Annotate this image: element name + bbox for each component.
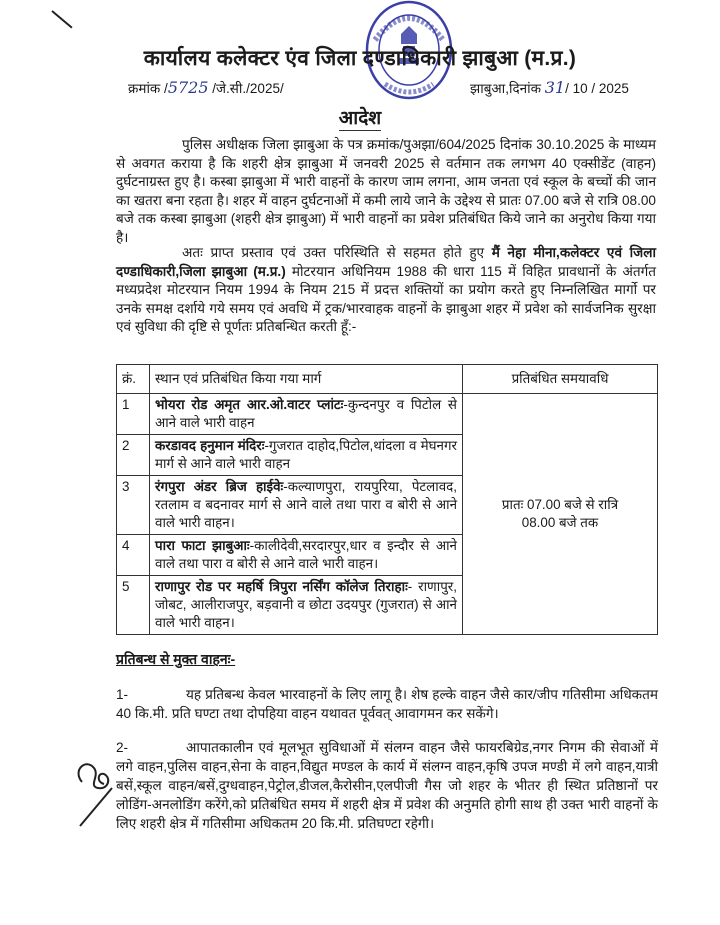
order-title [0, 104, 720, 130]
route-place: राणापुर रोड पर महर्षि त्रिपुरा नर्सिंग कॉलेज तिराहाः [155, 579, 408, 594]
office-title: कार्यालय कलेक्टर एंव जिला दण्डाधिकारी झाबुआ (म.प्र.) [143, 47, 577, 70]
row-route [150, 576, 463, 635]
exempt-vehicles-heading: प्रतिबन्ध से मुक्त वाहनः- [116, 651, 236, 667]
paragraph-order-end: मोटरयान अधिनियम 1988 की धारा 115 में विहित प्रावधानों के अंतर्गत मध्यप्रदेश मोटरयान नियम 1994 के नियम 215 में प्रदत्त शक्तियों का प्रयोग करते हुए निम्नलिखित मार्गो पर उनके समक्ष दर्शाये गये समय एवं अवधि में ट्रक/भारवाहक वाहनों के झाबुआ शहर में प्रवेश को सार्वजनिक सुरक्षा एवं सुविधा की दृष्टि से पूर्णतः प्रतिबन्धित करती हूँ:- [116, 263, 656, 335]
restricted-routes-table [116, 364, 658, 635]
row-route [150, 435, 463, 476]
row-route [150, 394, 463, 435]
time-line-1: प्रातः 07.00 बजे से रात्रि [501, 497, 619, 512]
exempt-item-text: आपातकालीन एवं मूलभूत सुविधाओं में संलग्न वाहन जैसे फायरबिग्रेड,नगर निगम की सेवाओं में लगे वाहन,पुलिस वाहन,सेना के वाहन,विद्युत मण्डल के कार्य में संलग्न वाहन,कृषि उपज मण्डी में लगे वाहन,यात्री बसें,स्कूल वाहन/बसें,दुग्धवाहन,पेट्रोल,डीजल,कैरोसीन,एलपीजी गैस जो शहर के भीतर ही स्थित प्रतिष्ठानों पर लोडिंग-अनलोडिंग करेंगे,को प्रतिबंधित समय में शहरी क्षेत्र में प्रवेश की अनुमति होगी साथ ही उक्त भारी वाहनों के लिए शहरी क्षेत्र में गतिसीमा अधिकतम 20 कि.मी. प्रतिघण्टा रहेगी। [116, 740, 658, 831]
row-route [150, 476, 463, 535]
handwritten-initials [68, 752, 138, 832]
date-prefix: झाबुआ,दिनांक [470, 81, 545, 96]
reference-number [128, 78, 284, 97]
header-route: स्थान एवं प्रतिबंधित किया गया मार्ग [150, 365, 463, 394]
order-date [470, 78, 629, 97]
ref-suffix: /जे.सी./2025/ [208, 81, 284, 96]
paragraph-order-start: अतः प्राप्त प्रस्ताव एवं उक्त परिस्थिति से सहमत होते हुए [182, 245, 492, 260]
exempt-item [116, 738, 658, 833]
route-place: भोयरा रोड अमृत आर.ओ.वाटर प्लांटः [155, 397, 344, 412]
exempt-item-number: 1- [116, 687, 129, 702]
paragraph-background-text: पुलिस अधीक्षक जिला झाबुआ के पत्र क्रमांक/पुअझा/604/2025 दिनांक 30.10.2025 के माध्यम से अवगत कराया है कि शहरी क्षेत्र झाबुआ में जनवरी 2025 से वर्तमान तक लगभग 40 एक्सीडेंट (वाहन) दुर्घटनाग्रस्त हुए है। कस्बा झाबुआ में भारी वाहनों के कारण जाम लगना, आम जनता एवं स्कूल के बच्चों की जान का खतरा बना रहता है। शहर में वाहन दुर्घटनाओं में कमी लाये जाने के उद्देश्य से प्रातः 07.00 बजे से रात्रि 08.00 बजे तक कस्बा झाबुआ (शहरी क्षेत्र झाबुआ) में भारी वाहनों का प्रवेश प्रतिबंधित किये जाने का अनुरोध किया गया है। [116, 137, 656, 245]
table-row [117, 394, 658, 435]
route-place: करडावद हनुमान मंदिरः [155, 438, 265, 453]
paragraph-background [116, 136, 656, 248]
exempt-item [116, 685, 658, 723]
header-time: प्रतिबंधित समयावधि [463, 365, 658, 394]
header-serial: क्रं. [117, 365, 150, 394]
time-line-2: 08.00 बजे तक [521, 515, 599, 530]
exempt-item-text: यह प्रतिबन्ध केवल भारवाहनों के लिए लागू है। शेष हल्के वाहन जैसे कार/जीप गतिसीमा अधिकतम 40 कि.मी. प्रति घण्टा तथा दोपहिया वाहन यथावत पूर्ववत् आवागमन कर सकेंगे। [116, 687, 658, 721]
row-number: 5 [117, 576, 150, 635]
table-header-row [117, 365, 658, 394]
row-number: 3 [117, 476, 150, 535]
restricted-time-cell [463, 394, 658, 635]
paragraph-order [116, 244, 656, 337]
route-place: रंगपुरा अंडर ब्रिज हाईवेः [155, 479, 284, 494]
route-detail: - राणापुर, जोबट, आलीराजपुर, बड़वानी व छोटा उदयपुर (गुजरात) से आने वाले भारी वाहन। [155, 579, 458, 630]
pen-mark [51, 10, 72, 28]
row-route [150, 535, 463, 576]
date-suffix: / 10 / 2025 [565, 81, 629, 96]
route-detail: -कल्याणपुरा, रायपुरिया, पेटलावद, रतलाम व बदनावर मार्ग से आने वाले तथा पारा व बोरी से आने वाले भारी वाहन। [155, 479, 457, 530]
order-title-text: आदेश [338, 108, 382, 129]
route-detail: -कालीदेवी,सरदारपुर,धार व इन्दौर से आने वाले तथा पारा व बोरी से आने वाले भारी वाहन। [155, 538, 457, 571]
route-place: पारा फाटा झाबुआः [155, 538, 250, 553]
ref-number-handwritten: 5725 [167, 78, 209, 97]
row-number: 4 [117, 535, 150, 576]
route-detail: -कुन्दनपुर व पिटोल से आने वाले भारी वाहन [155, 397, 457, 430]
route-detail: -गुजरात दाहोद,पिटोल,थांदला व मेघनगर मार्ग से आने वाले भारी वाहन [155, 438, 457, 471]
ref-prefix: क्रमांक / [128, 81, 168, 96]
exempt-item-number: 2- [116, 740, 129, 755]
row-number: 2 [117, 435, 150, 476]
date-day-handwritten: 31 [544, 78, 566, 97]
row-number: 1 [117, 394, 150, 435]
authority-name: मैं नेहा मीना,कलेक्टर एवं जिला दण्डाधिकारी,जिला झाबुआ (म.प्र.) [116, 245, 656, 279]
